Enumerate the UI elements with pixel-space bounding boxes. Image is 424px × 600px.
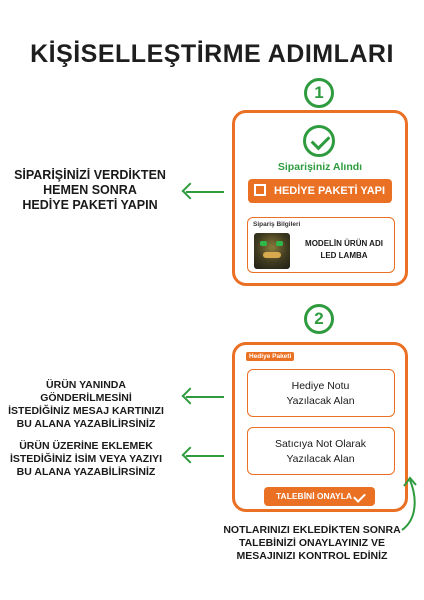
order-info-label: Sipariş Bilgileri <box>253 221 301 228</box>
seller-note-placeholder <box>248 437 393 467</box>
check-circle-icon <box>303 125 335 157</box>
product-name <box>294 238 394 262</box>
order-card <box>232 110 408 286</box>
order-info-box <box>247 217 395 273</box>
instruction-line: HEDİYE PAKETİ YAPIN <box>22 198 158 212</box>
instruction-line: MESAJINIZI KONTROL EDİNİZ <box>236 550 388 562</box>
gift-note-instruction <box>0 379 172 431</box>
check-icon <box>353 490 366 503</box>
instruction-line: ÜRÜN YANINDA GÖNDERİLMESİNİ <box>40 379 132 404</box>
gift-note-line: Yazılacak Alan <box>286 395 355 407</box>
instruction-line: BU ALANA YAZABİLİRSİNİZ <box>16 466 156 478</box>
gift-package-card <box>232 342 408 512</box>
instruction-line: HEMEN SONRA <box>43 183 137 197</box>
page-title: KİŞİSELLEŞTİRME ADIMLARI <box>30 40 394 68</box>
instruction-line: TALEBİNİZİ ONAYLAYINIZ VE <box>238 537 386 549</box>
gift-package-button-label: HEDİYE PAKETİ YAPI <box>274 185 386 197</box>
gift-icon <box>254 184 266 196</box>
arrow-left-icon <box>186 455 224 457</box>
instruction-line: BU ALANA YAZABİLİRSİNİZ <box>16 418 156 430</box>
arrow-left-icon <box>186 396 224 398</box>
product-name-line: MODELİN ÜRÜN ADI <box>305 239 383 248</box>
instruction-line: NOTLARINIZI EKLEDİKTEN SONRA <box>223 524 401 536</box>
step-2-badge: 2 <box>304 304 334 334</box>
confirm-request-label: TALEBİNİ ONAYLA <box>276 491 353 501</box>
confirm-request-button[interactable] <box>264 487 375 506</box>
seller-note-line: Yazılacak Alan <box>286 453 355 465</box>
arrow-left-icon <box>186 191 224 193</box>
instruction-line: ÜRÜN ÜZERİNE EKLEMEK <box>19 440 153 452</box>
instruction-line: İSTEDİĞİNİZ MESAJ KARTINIZI <box>8 405 164 417</box>
seller-note-instruction <box>0 440 172 479</box>
order-received-text: Siparişiniz Alındı <box>277 161 363 173</box>
instruction-line: SİPARİŞİNİZİ VERDİKTEN <box>14 168 166 182</box>
gift-note-placeholder <box>248 379 393 409</box>
confirm-instruction <box>222 524 402 563</box>
gift-package-button[interactable] <box>248 179 392 203</box>
instruction-line: İSTEDİĞİNİZ İSİM VEYA YAZIYI <box>9 453 163 465</box>
gift-note-field[interactable] <box>247 369 395 417</box>
gift-package-label: Hediye Paketi <box>246 352 294 361</box>
product-name-line: LED LAMBA <box>320 251 368 260</box>
product-image <box>254 233 290 269</box>
step-1-instruction <box>0 168 180 213</box>
seller-note-line: Satıcıya Not Olarak <box>274 438 367 450</box>
step-1-badge: 1 <box>304 78 334 108</box>
seller-note-field[interactable] <box>247 427 395 475</box>
gift-note-line: Hediye Notu <box>291 380 350 392</box>
